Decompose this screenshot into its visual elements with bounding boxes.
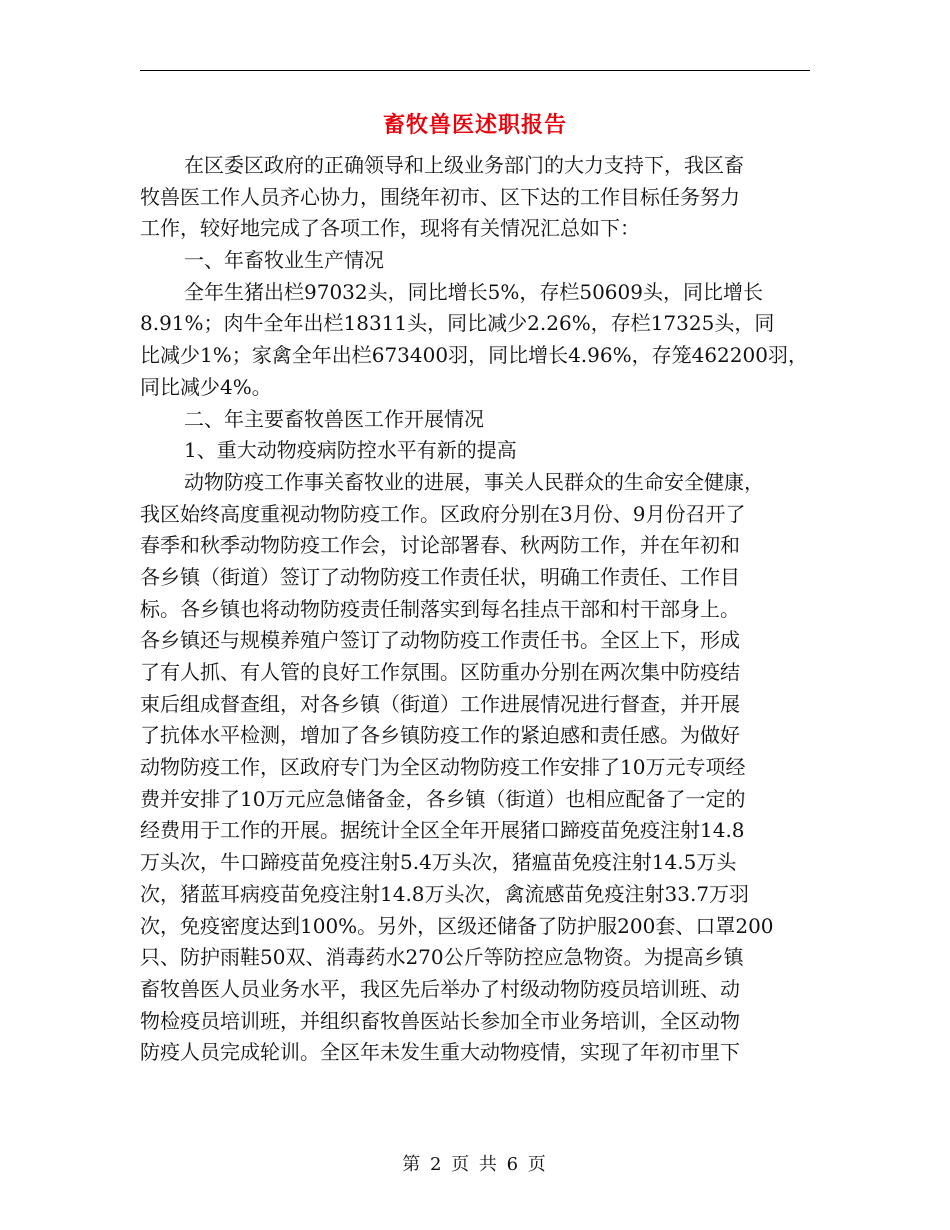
body-line: 防疫人员完成轮训。全区年未发生重大动物疫情，实现了年初市里下 — [140, 1040, 740, 1065]
body-line: 在区委区政府的正确领导和上级业务部门的大力支持下，我区畜 — [184, 153, 744, 177]
body-line: 8.91%；肉牛全年出栏18311头，同比减少2.26%，存栏17325头，同 — [140, 311, 775, 336]
body-line: 各乡镇（街道）签订了动物防疫工作责任状，明确工作责任、工作目 — [140, 564, 740, 589]
body-line: 畜牧兽医人员业务水平，我区先后举办了村级动物防疫员培训班、动 — [140, 976, 740, 1001]
page-number: 第 2 页 共 6 页 — [402, 1154, 548, 1175]
body-line: 物检疫员培训班，并组织畜牧兽医站长参加全市业务培训，全区动物 — [140, 1008, 740, 1033]
body-line: 各乡镇还与规模养殖户签订了动物防疫工作责任书。全区上下，形成 — [140, 628, 740, 653]
body-line: 次，猪蓝耳病疫苗免疫注射14.8万头次，禽流感苗免疫注射33.7万羽 — [140, 881, 750, 906]
body-line: 我区始终高度重视动物防疫工作。区政府分别在3月份、9月份召开了 — [140, 501, 746, 526]
header-rule — [140, 70, 810, 71]
document-body — [140, 150, 810, 1069]
body-line: 春季和秋季动物防疫工作会，讨论部署春、秋两防工作，并在年初和 — [140, 533, 740, 558]
body-line: 动物防疫工作事关畜牧业的进展，事关人民群众的生命安全健康， — [184, 469, 764, 494]
body-line: 万头次，牛口蹄疫苗免疫注射5.4万头次，猪瘟苗免疫注射14.5万头 — [140, 850, 737, 875]
body-line: 费并安排了10万元应急储备金，各乡镇（街道）也相应配备了一定的 — [140, 786, 746, 811]
document-title: 畜牧兽医述职报告 — [382, 112, 567, 138]
body-line: 束后组成督查组，对各乡镇（街道）工作进展情况进行督查，并开展 — [140, 691, 740, 716]
body-line: 经费用于工作的开展。据统计全区全年开展猪口蹄疫苗免疫注射14.8 — [140, 818, 745, 843]
body-line: 牧兽医工作人员齐心协力，围绕年初市、区下达的工作目标任务努力 — [140, 184, 740, 209]
body-line: 动物防疫工作，区政府专门为全区动物防疫工作安排了10万元专项经 — [140, 755, 746, 780]
body-line: 只、防护雨鞋50双、消毒药水270公斤等防控应急物资。为提高乡镇 — [140, 945, 744, 970]
body-line: 同比减少4%。 — [140, 374, 272, 399]
body-line: 了有人抓、有人管的良好工作氛围。区防重办分别在两次集中防疫结 — [140, 660, 740, 684]
body-line: 次，免疫密度达到100%。另外，区级还储备了防护服200套、口罩200 — [140, 913, 774, 938]
section-heading: 二、年主要畜牧兽医工作开展情况 — [184, 406, 484, 431]
section-heading: 一、年畜牧业生产情况 — [184, 248, 384, 273]
body-line: 工作，较好地完成了各项工作，现将有关情况汇总如下： — [140, 216, 640, 241]
body-line: 标。各乡镇也将动物防疫责任制落实到每名挂点干部和村干部身上。 — [140, 596, 740, 621]
body-line: 全年生猪出栏97032头，同比增长5%，存栏50609头，同比增长 — [184, 279, 763, 304]
body-line: 了抗体水平检测，增加了各乡镇防疫工作的紧迫感和责任感。为做好 — [140, 723, 740, 748]
subsection-heading: 1、重大动物疫病防控水平有新的提高 — [184, 438, 517, 463]
body-line: 比减少1%；家禽全年出栏673400羽，同比增长4.96%，存笼462200羽， — [140, 343, 808, 368]
